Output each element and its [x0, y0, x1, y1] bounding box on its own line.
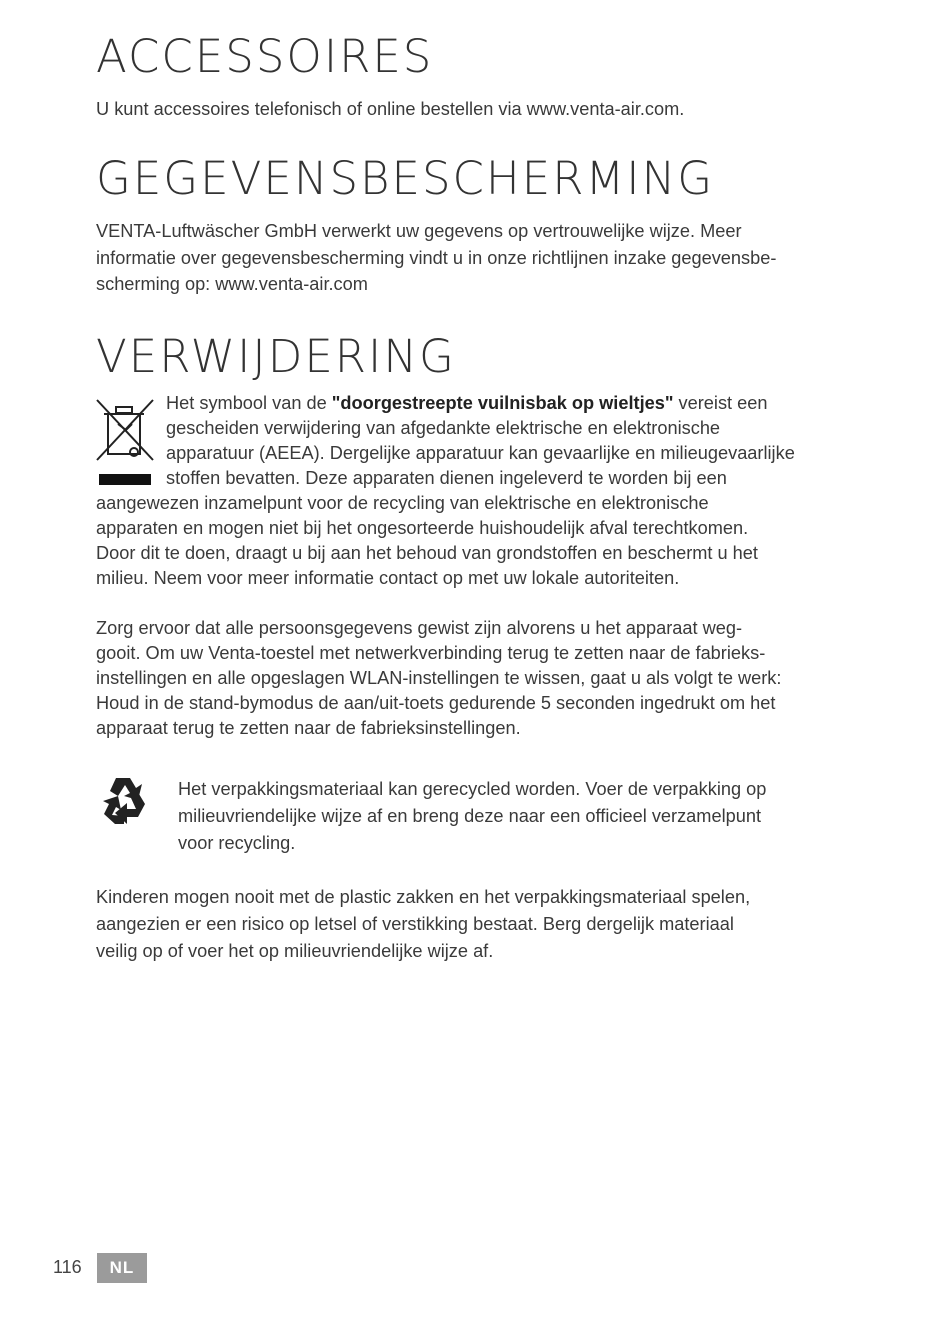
privacy-heading: GEGEVENSBESCHERMING — [96, 152, 715, 205]
recycle-paragraph — [178, 776, 868, 857]
data-line: apparaat terug te zetten naar de fabrieksinstellingen. — [96, 718, 521, 738]
weee-line: Door dit te doen, draagt u bij aan het behoud van grondstoffen en beschermt u het — [96, 543, 758, 563]
weee-symbol-name: "doorgestreepte vuilnisbak op wieltjes" — [331, 393, 674, 413]
privacy-line: scherming op: www.venta-air.com — [96, 274, 368, 294]
weee-intro: Het symbool van de — [166, 393, 332, 413]
data-line: gooit. Om uw Venta-toestel met netwerkverbinding terug te zetten naar de fabrieks- — [96, 643, 766, 663]
weee-line: apparaten en mogen niet bij het ongesorteerde huishoudelijk afval terechtkomen. — [96, 518, 749, 538]
kids-line: aangezien er een risico op letsel of verstikking bestaat. Berg dergelijk materiaal — [96, 914, 734, 934]
disposal-heading: VERWIJDERING — [96, 330, 456, 383]
weee-line: aangewezen inzamelpunt voor de recycling van elektrische en elektronische — [96, 493, 709, 513]
weee-line: apparatuur (AEEA). Dergelijke apparatuur kan gevaarlijke en milieugevaarlijke — [166, 443, 795, 463]
privacy-text — [96, 218, 856, 298]
weee-after: vereist een — [673, 393, 768, 413]
privacy-line: VENTA-Luftwäscher GmbH verwerkt uw gegevens op vertrouwelijke wijze. Meer — [96, 221, 742, 241]
language-badge: NL — [97, 1253, 147, 1283]
recycle-line: voor recycling. — [178, 833, 296, 853]
privacy-line: informatie over gegevensbescherming vindt u in onze richtlijnen inzake gegevensbe- — [96, 247, 777, 268]
accessories-text: U kunt accessoires telefonisch of online bestellen via www.venta-air.com. — [96, 99, 685, 119]
data-deletion-paragraph — [96, 616, 856, 741]
weee-paragraph — [96, 391, 856, 591]
data-line: instellingen en alle opgeslagen WLAN-instellingen te wissen, gaat u als volgt te werk: — [96, 668, 782, 688]
data-line: Houd in de stand-bymodus de aan/uit-toets gedurende 5 seconden ingedrukt om het — [96, 693, 776, 713]
weee-line: milieu. Neem voor meer informatie contact op met uw lokale autoriteiten. — [96, 568, 680, 588]
recycle-line: Het verpakkingsmateriaal kan gerecycled worden. Voer de verpakking op — [178, 779, 767, 799]
weee-line: gescheiden verwijdering van afgedankte elektrische en elektronische — [166, 418, 721, 438]
recycle-line: milieuvriendelijke wijze af en breng deze naar een officieel verzamelpunt — [178, 806, 762, 826]
kids-line: veilig op of voer het op milieuvriendelijke wijze af. — [96, 941, 494, 961]
accessories-heading: ACCESSOIRES — [96, 30, 434, 83]
page-number: 116 — [53, 1257, 82, 1277]
children-warning-paragraph — [96, 884, 856, 965]
recycle-icon — [96, 774, 150, 828]
kids-line: Kinderen mogen nooit met de plastic zakken en het verpakkingsmateriaal spelen, — [96, 887, 751, 907]
weee-line: stoffen bevatten. Deze apparaten dienen ingeleverd te worden bij een — [166, 468, 727, 488]
data-line: Zorg ervoor dat alle persoonsgegevens gewist zijn alvorens u het apparaat weg- — [96, 618, 743, 638]
